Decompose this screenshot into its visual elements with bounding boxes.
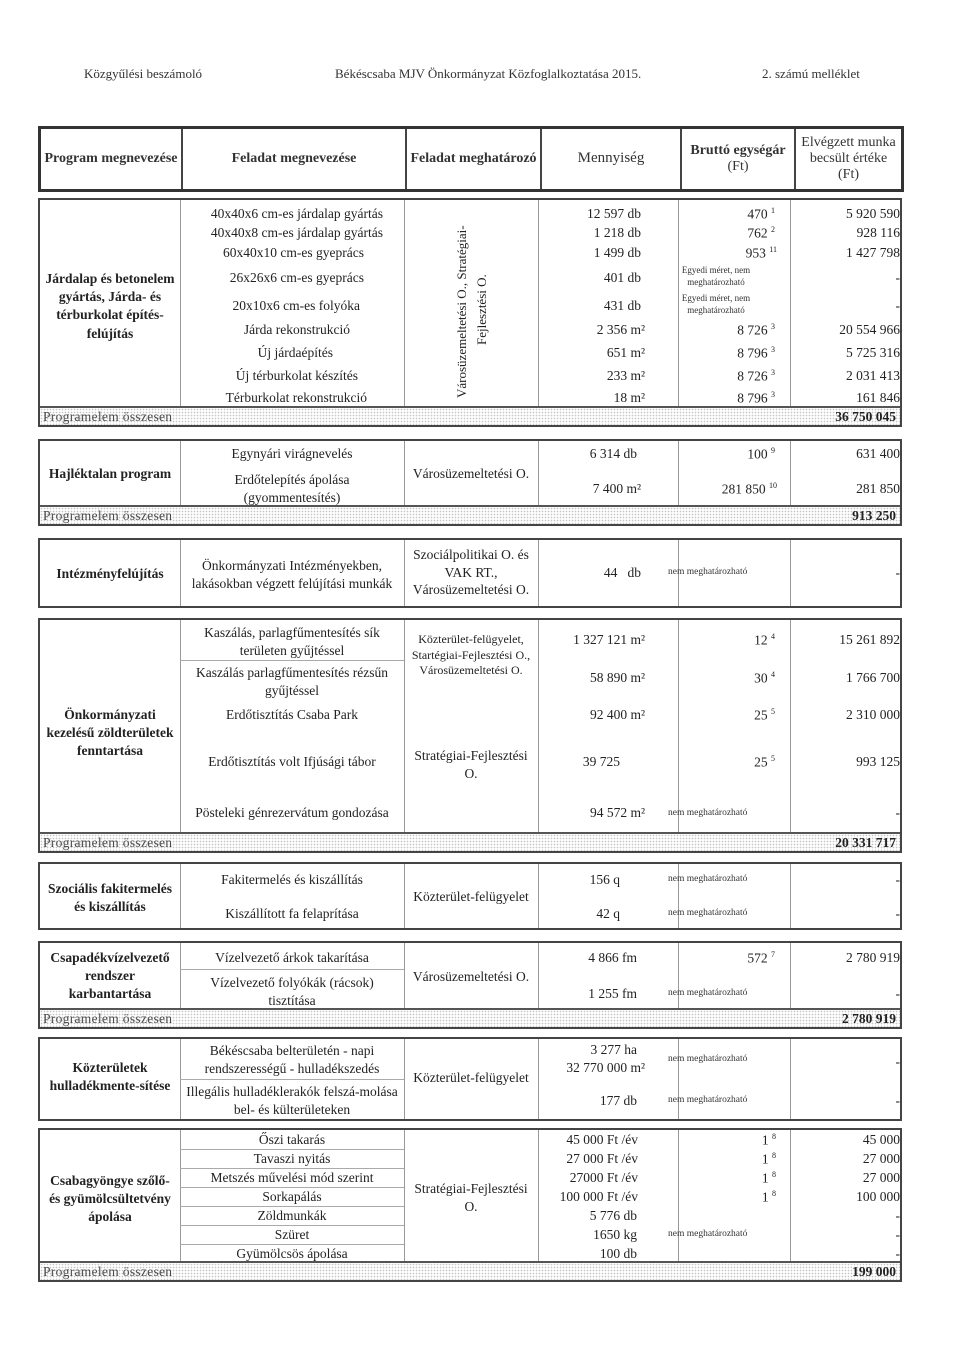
unit-price: 8 796 $^3$	[737, 390, 775, 406]
assignee: Közterület-felügyelet	[413, 889, 529, 904]
assignee: Városüzemeltetési O.	[412, 466, 530, 481]
assignee-vertical-1: Városüzemeltetési O., Stratégiai-	[454, 225, 469, 398]
value: -	[895, 1054, 900, 1069]
task: Erdőtisztítás volt Ifjúsági tábor	[208, 754, 376, 769]
summary-row: Programelem összesen 2 780 919	[40, 1008, 900, 1027]
task: Kaszálás parlagfűmentesítés rézsűn gyűjtéssel	[196, 665, 388, 698]
task: 40x40x8 cm-es járdalap gyártás	[210, 225, 383, 240]
header-center: Békéscsaba MJV Önkormányzat Közfoglalkoztatása 2015.	[335, 66, 642, 81]
col-unit-price: Bruttó egységár (Ft)	[682, 129, 796, 189]
value: 20 554 966	[839, 322, 900, 337]
value: 928 116	[856, 225, 900, 240]
quantity: 39 725	[582, 754, 620, 769]
value: 161 846	[856, 390, 900, 405]
unit-price: 8 726 $^3$	[737, 368, 775, 384]
unit-price-note: nem meghatározható	[668, 988, 748, 998]
quantity: 1650 kg	[593, 1227, 637, 1242]
assignee: Stratégiai-Fejlesztési O.	[414, 1181, 528, 1215]
task: Új térburkolat készítés	[235, 368, 358, 383]
summary-row: Programelem összesen 913 250	[40, 505, 900, 524]
quantity: 58 890 m²	[589, 670, 645, 685]
unit-price: 100 $^9$	[747, 446, 775, 462]
value: 281 850	[856, 481, 900, 496]
header-right: 2. számú melléklet	[762, 66, 860, 81]
task: 60x40x10 cm-es gyeprács	[223, 245, 364, 260]
task: Erdőtelepítés ápolása (gyommentesítés)	[234, 472, 350, 506]
value: 45 000	[862, 1132, 900, 1147]
unit-price: 30 $^4$	[754, 670, 775, 686]
value: -	[895, 872, 900, 887]
block-csapadekviz	[38, 941, 902, 1029]
task: Térburkolat rekonstrukció	[225, 390, 367, 405]
quantity: 401 db	[603, 270, 641, 285]
value: 100 000	[856, 1189, 900, 1204]
task: 26x26x6 cm-es gyeprács	[229, 270, 364, 285]
quantity: 12 597 db	[587, 206, 641, 221]
block-jardalap	[38, 198, 902, 427]
quantity: 6 314 db	[589, 446, 637, 461]
unit-price: 8 726 $^3$	[737, 322, 775, 338]
task: Gyümölcsös ápolása	[236, 1246, 348, 1261]
program-name: Önkormányzati kezelésű zöldterületek fenntartása	[46, 707, 174, 759]
value: -	[895, 1208, 900, 1223]
program-name: Hajléktalan program	[48, 466, 172, 481]
quantity: 92 400 m²	[589, 707, 645, 722]
unit-price: 470 $^1$	[747, 206, 775, 222]
column-header	[38, 126, 904, 192]
unit-price-note: nem meghatározható	[668, 567, 748, 577]
unit-price: 1 $^8$	[761, 1151, 776, 1167]
quantity: 27000 Ft /év	[569, 1170, 638, 1185]
quantity: 94 572 m²	[589, 805, 645, 820]
task: Tavaszi nyitás	[253, 1151, 331, 1166]
block-zoldterulet	[38, 618, 902, 853]
quantity: 233 m²	[606, 368, 645, 383]
col-quantity: Mennyiség	[542, 129, 682, 189]
value: 631 400	[856, 446, 900, 461]
quantity: 156 q	[589, 872, 620, 887]
quantity: 1 255 fm	[588, 986, 637, 1001]
unit-price: 953 $^{11}$	[745, 245, 777, 261]
value: -	[895, 906, 900, 921]
unit-price: 1 $^8$	[761, 1189, 776, 1205]
assignee: Városüzemeltetési O.	[412, 969, 530, 984]
quantity: 5 776 db	[589, 1208, 637, 1223]
value: -	[895, 1227, 900, 1242]
unit-price-note: Egyedi méret, nem meghatározható	[681, 265, 751, 287]
unit-price-note: nem meghatározható	[668, 1054, 748, 1064]
unit-price-note: nem meghatározható	[668, 1229, 748, 1239]
task: Sorkapálás	[262, 1189, 322, 1204]
task: Vízelvezető folyókák (rácsok) tisztítása	[210, 975, 374, 1009]
value: -	[895, 986, 900, 1001]
unit-price-note: nem meghatározható	[668, 908, 748, 918]
task: Járda rekonstrukció	[243, 322, 350, 337]
value: 27 000	[862, 1170, 900, 1185]
value: -	[895, 805, 900, 820]
header-left: Közgyűlési beszámoló	[84, 66, 203, 81]
summary-row: Programelem összesen 36 750 045	[40, 406, 900, 425]
value: 5 920 590	[846, 206, 900, 221]
task: Békéscsaba belterületén - napi rendszerességű - hulladékszedés	[204, 1043, 380, 1076]
quantity: 1 499 db	[593, 245, 641, 260]
summary-row: Programelem összesen 20 331 717	[40, 832, 900, 851]
unit-price-note: Egyedi méret, nem meghatározható	[681, 293, 751, 315]
quantity: 1 218 db	[593, 225, 641, 240]
quantity: 2 356 m²	[596, 322, 645, 337]
quantity: 100 000 Ft /év	[559, 1189, 638, 1204]
unit-price: 25 $^5$	[754, 754, 775, 770]
value: 27 000	[862, 1151, 900, 1166]
block-hajlektalan	[38, 439, 902, 526]
block-hulladek	[38, 1037, 902, 1121]
task: Pösteleki génrezervátum gondozása	[195, 805, 389, 820]
block-fakitermeles	[38, 862, 902, 930]
task: Zöldmunkák	[257, 1208, 327, 1223]
program-name: Intézményfelújítás	[56, 566, 164, 581]
task: Új járdaépítés	[257, 345, 333, 360]
unit-price: 8 796 $^3$	[737, 345, 775, 361]
quantity: 27 000 Ft /év	[566, 1151, 638, 1166]
assignee-vertical-2: Fejlesztési O.	[474, 274, 489, 345]
quantity: 42 q	[596, 906, 620, 921]
col-program: Program megnevezése	[41, 129, 183, 189]
value: -	[895, 565, 900, 580]
task: 20x10x6 cm-es folyóka	[232, 298, 360, 313]
quantity: 45 000 Ft /év	[566, 1132, 638, 1147]
program-name: Járdalap és betonelem gyártás, Járda- és térburkolat építés- felújítás	[45, 271, 175, 341]
quantity: 32 770 000 m²	[566, 1060, 645, 1075]
quantity: 7 400 m²	[592, 481, 641, 496]
quantity: 4 866 fm	[588, 950, 637, 965]
task: Őszi takarás	[258, 1132, 326, 1147]
col-task: Feladat megnevezése	[183, 129, 407, 189]
unit-price: 762 $^2$	[747, 225, 775, 241]
task: Fakitermelés és kiszállítás	[221, 872, 363, 887]
value: 15 261 892	[839, 632, 900, 647]
value: -	[895, 270, 900, 285]
program-name: Szociális fakitermelés és kiszállítás	[47, 881, 173, 915]
quantity: 18 m²	[613, 390, 645, 405]
quantity: 651 m²	[606, 345, 645, 360]
col-assignee: Feladat meghatározó	[407, 129, 542, 189]
quantity: 1 327 121 m²	[573, 632, 645, 647]
value: -	[895, 1093, 900, 1108]
quantity: 44 db	[603, 565, 641, 580]
program-name: Csapadékvízelvezető rendszer karbantartása	[50, 950, 170, 1002]
block-intezmeny	[38, 538, 902, 608]
assignee: Stratégiai-Fejlesztési O.	[414, 748, 528, 782]
task: Illegális hulladéklerakók felszá-molása bel- és külterületeken	[186, 1084, 398, 1118]
program-name: Közterületek hulladékmente-sítése	[49, 1060, 171, 1094]
task: Egynyári virágnevelés	[231, 446, 353, 461]
value: -	[895, 1246, 900, 1261]
task: Metszés művelési mód szerint	[210, 1170, 374, 1185]
task: 40x40x6 cm-es járdalap gyártás	[210, 206, 383, 221]
unit-price: 281 850 $^{10}$	[721, 481, 777, 497]
col-value: Elvégzett munka becsült értéke (Ft)	[801, 134, 896, 183]
unit-price-note: nem meghatározható	[668, 874, 748, 884]
task: Kiszállított fa felaprítása	[225, 906, 359, 921]
quantity: 100 db	[599, 1246, 637, 1261]
task: Erdőtisztítás Csaba Park	[226, 707, 358, 722]
value: 2 031 413	[846, 368, 900, 383]
summary-row: Programelem összesen 199 000	[40, 1261, 900, 1280]
quantity: 3 277 ha	[590, 1042, 637, 1057]
value: 1 766 700	[846, 670, 900, 685]
unit-price: 25 $^5$	[754, 707, 775, 723]
assignee: Közterület-felügyelet	[413, 1070, 529, 1085]
quantity: 431 db	[603, 298, 641, 313]
value: 1 427 798	[846, 245, 900, 260]
unit-price: 572 $^7$	[747, 950, 775, 966]
value: 993 125	[856, 754, 900, 769]
unit-price-note: nem meghatározható	[668, 808, 748, 818]
task: Kaszálás, parlagfűmentesítés sík területen gyűjtéssel	[204, 625, 380, 658]
assignee: Szociálpolitikai O. és VAK RT., Városüzemeltetési O.	[412, 547, 530, 598]
task: Önkormányzati Intézményekben, lakásokban végzett felújítási munkák	[191, 558, 393, 591]
task: Vízelvezető árkok takarítása	[215, 950, 369, 965]
value: 2 780 919	[846, 950, 900, 965]
quantity: 177 db	[599, 1093, 637, 1108]
unit-price: 1 $^8$	[761, 1132, 776, 1148]
program-name: Csabagyöngye szőlő- és gyümölcsültetvény ápolása	[49, 1173, 171, 1225]
unit-price: 12 $^4$	[754, 632, 775, 648]
block-szolo	[38, 1128, 902, 1282]
unit-price: 1 $^8$	[761, 1170, 776, 1186]
value: 5 725 316	[846, 345, 900, 360]
task: Szüret	[274, 1227, 310, 1242]
assignee: Közterület-felügyelet, Startégiai-Fejlesztési O., Városüzemeltetési O.	[411, 632, 531, 678]
value: -	[895, 298, 900, 313]
unit-price-note: nem meghatározható	[668, 1095, 748, 1105]
value: 2 310 000	[846, 707, 900, 722]
